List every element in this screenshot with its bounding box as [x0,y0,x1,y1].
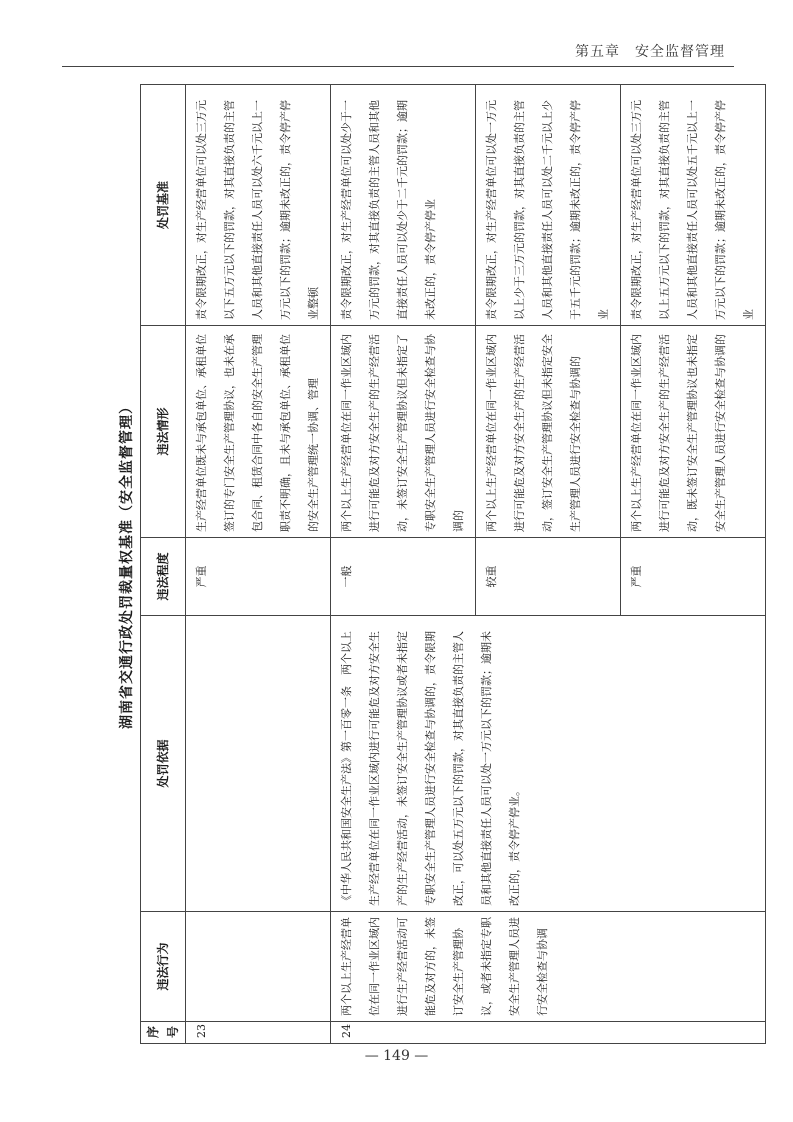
chapter-running-head: 第五章 安全监督管理 [575,44,725,60]
row-number: 24 [331,1022,766,1044]
col-header-basis: 处罚依据 [141,616,186,912]
rotated-table-page [114,84,755,1044]
col-header-benchmark: 处罚基准 [141,85,186,326]
penalty-benchmark-table [140,84,766,1044]
violation-degree: 一般 [331,538,476,616]
row-number: 23 [186,1022,331,1044]
table-row [331,85,476,1044]
penalty-basis-cell [186,616,331,912]
col-header-act: 违法行为 [141,912,186,1022]
violation-act: 两个以上生产经营单位在同一作业区域内进行生产经营活动可能危及对方的，未签订安全生产管理协议，或者未指定专职安全生产管理人员进行安全检查与协调 [331,912,766,1022]
violation-degree: 严重 [186,538,331,616]
violation-act-cell [186,912,331,1022]
col-header-situation: 违法情形 [141,326,186,538]
penalty-benchmark: 责令限期改正，对生产经营单位可以处一万元以上少于三万元的罚款，对其直接负责的主管人员和其他直接责任人员可以处二千元以上少于五千元的罚款；逾期未改正的，责令停产停业 [476,85,621,326]
violation-situation: 两个以上生产经营单位在同一作业区域内进行可能危及对方安全生产的生产经营活动，未签订安全生产管理协议但未指定了专职安全生产管理人员进行安全检查与协调的 [331,326,476,538]
violation-degree: 较重 [476,538,621,616]
table-header-row [141,85,186,1044]
page-number: — 149 — [364,1048,429,1064]
table-title: 湖南省交通行政处罚裁量权基准（安全监督管理） [119,399,135,729]
header-rule [62,66,734,67]
col-header-degree: 违法程度 [141,538,186,616]
violation-situation: 两个以上生产经营单位在同一作业区域内进行可能危及对方安全生产的生产经营活动，既未签订安全生产管理协议也未指定安全生产管理人员进行安全检查与协调的 [621,326,766,538]
penalty-basis: 《中华人民共和国安全生产法》第一百零一条 两个以上生产经营单位在同一作业区域内进行可能危及对方安全生产的生产经营活动，未签订安全生产管理协议或者未指定专职安全生产管理人员进行安全检查与协调的，责令限期改正，可以处五万元以下的罚款，对其直接负责的主管人员和其他直接责任人员可以处一万元以下的罚款；逾期未改正的，责令停产停业。 [331,616,766,912]
penalty-benchmark: 责令限期改正，对生产经营单位可以处三万元以上五万元以下的罚款，对其直接负责的主管人员和其他直接责任人员可以处五千元以上一万元以下的罚款；逾期未改正的，责令停产停业 [621,85,766,326]
penalty-benchmark: 责令限期改正，对生产经营单位可以处少于一万元的罚款，对其直接负责的主管人员和其他直接责任人员可以处少于二千元的罚款；逾期未改正的，责令停产停业 [331,85,476,326]
violation-degree: 严重 [621,538,766,616]
col-header-no: 序号 [141,1022,186,1044]
violation-situation: 两个以上生产经营单位在同一作业区域内进行可能危及对方安全生产的生产经营活动，签订安全生产管理协议但未指定安全生产管理人员进行安全检查与协调的 [476,326,621,538]
violation-situation: 生产经营单位既未与承包单位、承租单位签订的专门安全生产管理协议，也未在承包合同、租赁合同中各自的安全生产管理职责不明确，且未与承包单位、承租单位的安全生产管理统一协调、管理 [186,326,331,538]
table-row [186,85,331,1044]
penalty-benchmark: 责令限期改正，对生产经营单位可以处三万元以下五万元以下的罚款，对其直接负责的主管人员和其他直接责任人员可以处六千元以上一万元以下的罚款；逾期未改正的，责令停产停业整顿 [186,85,331,326]
